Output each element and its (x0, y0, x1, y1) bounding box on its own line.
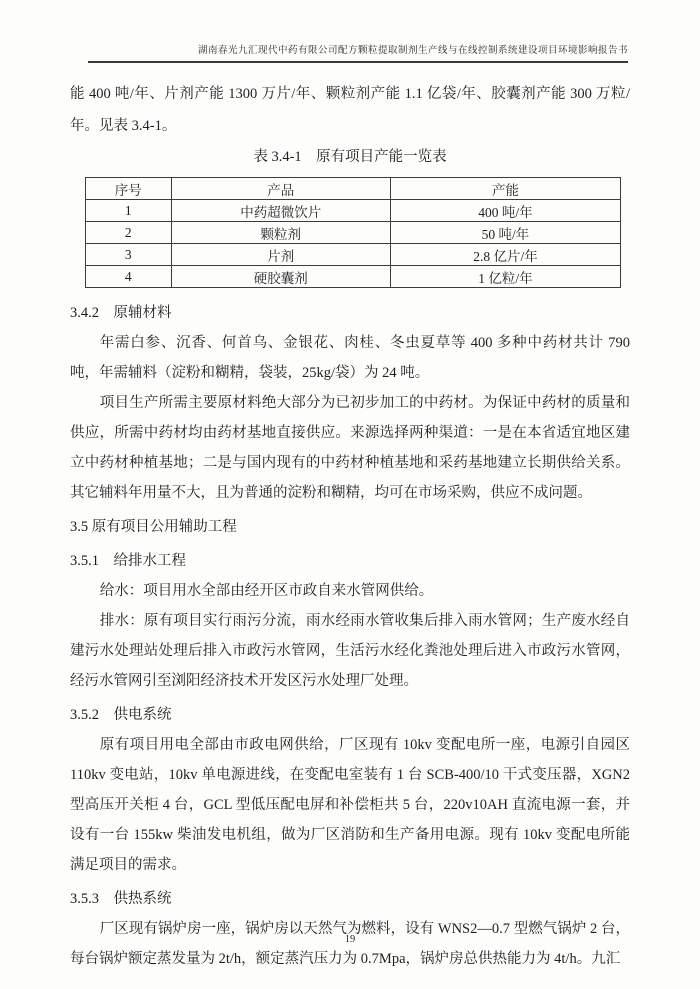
paragraph-heat-supply: 厂区现有锅炉房一座，锅炉房以天然气为燃料，设有 WNS2—0.7 型燃气锅炉 2 台，每台锅炉额定蒸发量为 2t/h，额定蒸汽压力为 0.7Mpa，锅炉房总供热能力为 4t/h。九汇 (70, 921, 630, 967)
header-title: 湖南春光九汇现代中药有限公司配方颗粒提取制剂生产线与在线控制系统建设项目环境影响报告书 (197, 46, 628, 56)
table-header-product: 产品 (171, 178, 390, 200)
page-number: 19 (344, 934, 356, 945)
section-heading-3-5: 3.5 原有项目公用辅助工程 (70, 519, 237, 535)
table-row (86, 266, 621, 288)
table-row (86, 222, 621, 244)
paragraph-material-sources: 项目生产所需主要原材料绝大部分为已初步加工的中药材。为保证中药材的质量和供应，所需中药材均由药材基地直接供应。来源选择两种渠道：一是在本省适宜地区建立中药材种植基地；二是与国内现有的中药材种植基地和采药基地建立长期供给关系。其它辅料年用量不大，且为普通的淀粉和糊精，均可在市场采购，供应不成问题。 (70, 395, 630, 501)
table-row (86, 200, 621, 222)
table-cell-index: 2 (86, 222, 172, 244)
table-row (86, 244, 621, 266)
table-cell-capacity: 1 亿粒/年 (390, 266, 620, 288)
table-cell-capacity: 50 吨/年 (390, 222, 620, 244)
table-cell-product: 片剂 (171, 244, 390, 266)
document-content (70, 78, 630, 974)
section-heading-3-5-1: 3.5.1 给排水工程 (70, 553, 186, 569)
table-cell-index: 3 (86, 244, 172, 266)
paragraph-capacity-intro: 能 400 吨/年、片剂产能 1300 万片/年、颗粒剂产能 1.1 亿袋/年、胶囊剂产能 300 万粒/年。见表 3.4-1。 (70, 86, 630, 134)
section-heading-3-5-3: 3.5.3 供热系统 (70, 891, 172, 907)
paragraph-power-supply: 原有项目用电全部由市政电网供给，厂区现有 10kv 变配电所一座，电源引自园区 110kv 变电站，10kv 单电源进线，在变配电室装有 1 台 SCB-400/10 干式变压器，XGN2 型高压开关柜 4 台，GCL 型低压配电屏和补偿柜共 5 台，220v10AH 直流电源一套，并设有一台 155kw 柴油发电机组，做为厂区消防和生产备用电源。现有 10kv 变配电所能满足项目的需求。 (70, 737, 630, 873)
page-footer (0, 934, 700, 945)
paragraph-water-supply: 给水：项目用水全部由经开区市政自来水管网供给。 (99, 583, 434, 599)
table-header-capacity: 产能 (390, 178, 620, 200)
table-cell-index: 1 (86, 200, 172, 222)
section-heading-3-4-2: 3.4.2 原辅材料 (70, 305, 172, 321)
page-header (88, 42, 628, 63)
table-cell-product: 颗粒剂 (171, 222, 390, 244)
table-cell-product: 中药超微饮片 (171, 200, 390, 222)
table-cell-index: 4 (86, 266, 172, 288)
paragraph-drainage: 排水：原有项目实行雨污分流，雨水经雨水管收集后排入雨水管网；生产废水经自建污水处理站处理后排入市政污水管网，生活污水经化粪池处理后进入市政污水管网，经污水管网引至浏阳经济技术开发区污水处理厂处理。 (70, 613, 630, 689)
table-caption: 表 3.4-1 原有项目产能一览表 (253, 149, 447, 165)
table-cell-capacity: 400 吨/年 (390, 200, 620, 222)
table-cell-product: 硬胶囊剂 (171, 266, 390, 288)
section-heading-3-5-2: 3.5.2 供电系统 (70, 707, 172, 723)
paragraph-raw-materials: 年需白参、沉香、何首乌、金银花、肉桂、冬虫夏草等 400 多种中药材共计 790 吨，年需辅料（淀粉和糊精，袋装，25kg/袋）为 24 吨。 (70, 335, 630, 381)
table-cell-capacity: 2.8 亿片/年 (390, 244, 620, 266)
table-header-index: 序号 (86, 178, 172, 200)
table-header-row (86, 178, 621, 200)
capacity-table (85, 177, 621, 288)
